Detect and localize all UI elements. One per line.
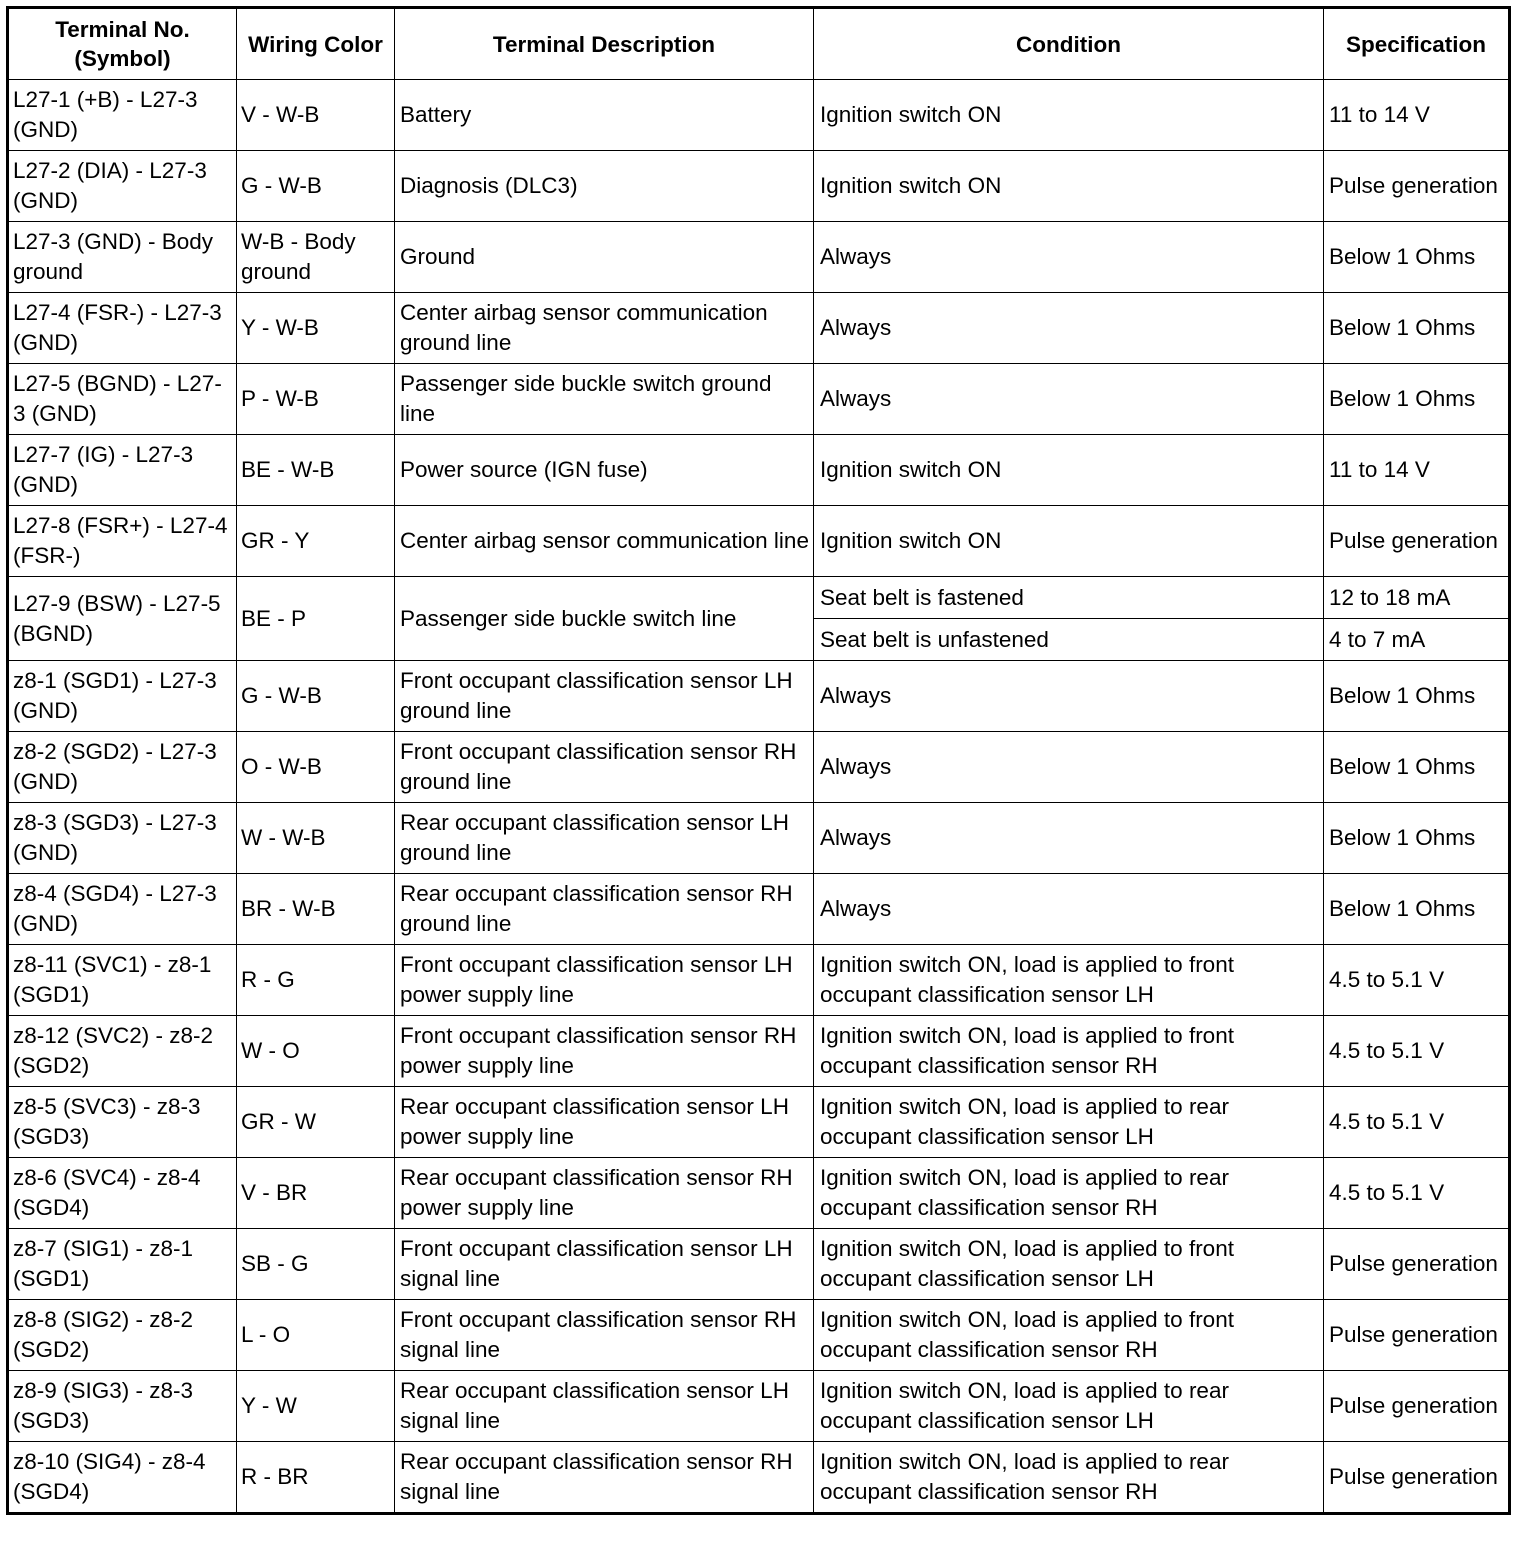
- cell-wiring-color: R - G: [237, 945, 395, 1016]
- cell-terminal: z8-2 (SGD2) - L27-3 (GND): [8, 732, 237, 803]
- cell-wiring-color: L - O: [237, 1300, 395, 1371]
- table-row: [8, 1087, 1510, 1158]
- cell-condition: Always: [814, 874, 1324, 945]
- cell-description: Rear occupant classification sensor RH ground line: [395, 874, 814, 945]
- cell-condition: Ignition switch ON, load is applied to front occupant classification sensor RH: [814, 1300, 1324, 1371]
- cell-condition: Ignition switch ON: [814, 506, 1324, 577]
- cell-description: Ground: [395, 222, 814, 293]
- table-row: [8, 1229, 1510, 1300]
- table-row: [8, 1371, 1510, 1442]
- cell-specification: Pulse generation: [1324, 1229, 1510, 1300]
- cell-wiring-color: O - W-B: [237, 732, 395, 803]
- cell-specification: Pulse generation: [1324, 1371, 1510, 1442]
- cell-condition: Always: [814, 661, 1324, 732]
- table-row: [8, 1300, 1510, 1371]
- cell-terminal: L27-3 (GND) - Body ground: [8, 222, 237, 293]
- cell-specification: Pulse generation: [1324, 151, 1510, 222]
- cell-terminal: z8-12 (SVC2) - z8-2 (SGD2): [8, 1016, 237, 1087]
- cell-wiring-color: BE - P: [237, 577, 395, 661]
- table-row: [8, 222, 1510, 293]
- cell-description: Front occupant classification sensor LH power supply line: [395, 945, 814, 1016]
- cell-specification: 4.5 to 5.1 V: [1324, 1087, 1510, 1158]
- cell-terminal: z8-8 (SIG2) - z8-2 (SGD2): [8, 1300, 237, 1371]
- header-terminal-description: Terminal Description: [395, 8, 814, 80]
- cell-terminal: L27-5 (BGND) - L27-3 (GND): [8, 364, 237, 435]
- cell-specification: 4.5 to 5.1 V: [1324, 1016, 1510, 1087]
- cell-description: Center airbag sensor communication ground line: [395, 293, 814, 364]
- cell-specification: Below 1 Ohms: [1324, 222, 1510, 293]
- cell-specification: Below 1 Ohms: [1324, 732, 1510, 803]
- table-row: [8, 803, 1510, 874]
- table-row: [8, 1016, 1510, 1087]
- cell-terminal: z8-9 (SIG3) - z8-3 (SGD3): [8, 1371, 237, 1442]
- cell-condition: Ignition switch ON, load is applied to front occupant classification sensor LH: [814, 1229, 1324, 1300]
- table-row: [8, 1158, 1510, 1229]
- cell-specification: Below 1 Ohms: [1324, 293, 1510, 364]
- table-row: [8, 1442, 1510, 1514]
- cell-terminal: z8-3 (SGD3) - L27-3 (GND): [8, 803, 237, 874]
- header-condition: Condition: [814, 8, 1324, 80]
- cell-description: Rear occupant classification sensor RH signal line: [395, 1442, 814, 1514]
- table-row: [8, 506, 1510, 577]
- cell-description: Rear occupant classification sensor LH ground line: [395, 803, 814, 874]
- cell-description: Front occupant classification sensor RH power supply line: [395, 1016, 814, 1087]
- cell-condition: Always: [814, 222, 1324, 293]
- cell-terminal: z8-4 (SGD4) - L27-3 (GND): [8, 874, 237, 945]
- cell-condition: Seat belt is fastened: [814, 577, 1324, 619]
- table-row: [8, 732, 1510, 803]
- cell-wiring-color: W-B - Body ground: [237, 222, 395, 293]
- table-row: [8, 661, 1510, 732]
- cell-terminal: z8-10 (SIG4) - z8-4 (SGD4): [8, 1442, 237, 1514]
- cell-terminal: z8-7 (SIG1) - z8-1 (SGD1): [8, 1229, 237, 1300]
- cell-specification: Pulse generation: [1324, 1442, 1510, 1514]
- header-row: [8, 8, 1510, 80]
- table-row: [8, 435, 1510, 506]
- cell-wiring-color: G - W-B: [237, 151, 395, 222]
- cell-wiring-color: GR - Y: [237, 506, 395, 577]
- table-row: [8, 364, 1510, 435]
- header-wiring-color: Wiring Color: [237, 8, 395, 80]
- cell-terminal: L27-8 (FSR+) - L27-4 (FSR-): [8, 506, 237, 577]
- cell-wiring-color: W - O: [237, 1016, 395, 1087]
- cell-terminal: L27-2 (DIA) - L27-3 (GND): [8, 151, 237, 222]
- cell-specification: Below 1 Ohms: [1324, 874, 1510, 945]
- cell-condition: Seat belt is unfastened: [814, 619, 1324, 661]
- cell-description: Passenger side buckle switch line: [395, 577, 814, 661]
- cell-description: Rear occupant classification sensor LH signal line: [395, 1371, 814, 1442]
- cell-description: Rear occupant classification sensor RH power supply line: [395, 1158, 814, 1229]
- cell-terminal: L27-4 (FSR-) - L27-3 (GND): [8, 293, 237, 364]
- table-row: [8, 293, 1510, 364]
- header-specification: Specification: [1324, 8, 1510, 80]
- table-row: [8, 80, 1510, 151]
- cell-wiring-color: V - BR: [237, 1158, 395, 1229]
- cell-specification: 4.5 to 5.1 V: [1324, 945, 1510, 1016]
- table-row: [8, 945, 1510, 1016]
- cell-terminal: L27-1 (+B) - L27-3 (GND): [8, 80, 237, 151]
- cell-specification: Pulse generation: [1324, 506, 1510, 577]
- cell-specification: Below 1 Ohms: [1324, 661, 1510, 732]
- cell-description: Center airbag sensor communication line: [395, 506, 814, 577]
- cell-wiring-color: P - W-B: [237, 364, 395, 435]
- cell-description: Power source (IGN fuse): [395, 435, 814, 506]
- cell-description: Battery: [395, 80, 814, 151]
- cell-terminal: z8-1 (SGD1) - L27-3 (GND): [8, 661, 237, 732]
- cell-specification: 11 to 14 V: [1324, 80, 1510, 151]
- cell-wiring-color: W - W-B: [237, 803, 395, 874]
- cell-wiring-color: Y - W-B: [237, 293, 395, 364]
- cell-condition: Ignition switch ON, load is applied to rear occupant classification sensor RH: [814, 1158, 1324, 1229]
- cell-wiring-color: SB - G: [237, 1229, 395, 1300]
- cell-description: Front occupant classification sensor RH ground line: [395, 732, 814, 803]
- cell-wiring-color: BR - W-B: [237, 874, 395, 945]
- cell-wiring-color: V - W-B: [237, 80, 395, 151]
- cell-condition: Ignition switch ON, load is applied to rear occupant classification sensor LH: [814, 1087, 1324, 1158]
- cell-description: Front occupant classification sensor LH signal line: [395, 1229, 814, 1300]
- header-terminal: Terminal No. (Symbol): [8, 8, 237, 80]
- cell-wiring-color: GR - W: [237, 1087, 395, 1158]
- cell-condition: Ignition switch ON: [814, 80, 1324, 151]
- cell-condition: Always: [814, 732, 1324, 803]
- cell-condition: Ignition switch ON, load is applied to front occupant classification sensor LH: [814, 945, 1324, 1016]
- cell-description: Front occupant classification sensor RH signal line: [395, 1300, 814, 1371]
- cell-wiring-color: G - W-B: [237, 661, 395, 732]
- cell-condition: Ignition switch ON: [814, 151, 1324, 222]
- cell-description: Rear occupant classification sensor LH power supply line: [395, 1087, 814, 1158]
- cell-description: Diagnosis (DLC3): [395, 151, 814, 222]
- cell-terminal: z8-11 (SVC1) - z8-1 (SGD1): [8, 945, 237, 1016]
- cell-specification: 4 to 7 mA: [1324, 619, 1510, 661]
- cell-specification: 12 to 18 mA: [1324, 577, 1510, 619]
- cell-terminal: L27-7 (IG) - L27-3 (GND): [8, 435, 237, 506]
- cell-specification: Below 1 Ohms: [1324, 803, 1510, 874]
- cell-specification: 4.5 to 5.1 V: [1324, 1158, 1510, 1229]
- cell-terminal: z8-6 (SVC4) - z8-4 (SGD4): [8, 1158, 237, 1229]
- table-row: [8, 577, 1510, 619]
- cell-wiring-color: Y - W: [237, 1371, 395, 1442]
- cell-condition: Ignition switch ON, load is applied to rear occupant classification sensor LH: [814, 1371, 1324, 1442]
- cell-description: Passenger side buckle switch ground line: [395, 364, 814, 435]
- cell-terminal: z8-5 (SVC3) - z8-3 (SGD3): [8, 1087, 237, 1158]
- table-row: [8, 874, 1510, 945]
- cell-condition: Ignition switch ON, load is applied to rear occupant classification sensor RH: [814, 1442, 1324, 1514]
- cell-condition: Ignition switch ON, load is applied to front occupant classification sensor RH: [814, 1016, 1324, 1087]
- cell-wiring-color: R - BR: [237, 1442, 395, 1514]
- cell-condition: Always: [814, 364, 1324, 435]
- cell-specification: Pulse generation: [1324, 1300, 1510, 1371]
- table-row: [8, 151, 1510, 222]
- cell-condition: Always: [814, 293, 1324, 364]
- cell-condition: Always: [814, 803, 1324, 874]
- cell-specification: 11 to 14 V: [1324, 435, 1510, 506]
- cell-condition: Ignition switch ON: [814, 435, 1324, 506]
- cell-specification: Below 1 Ohms: [1324, 364, 1510, 435]
- cell-wiring-color: BE - W-B: [237, 435, 395, 506]
- cell-description: Front occupant classification sensor LH ground line: [395, 661, 814, 732]
- cell-terminal: L27-9 (BSW) - L27-5 (BGND): [8, 577, 237, 661]
- terminal-spec-table: [6, 6, 1511, 1515]
